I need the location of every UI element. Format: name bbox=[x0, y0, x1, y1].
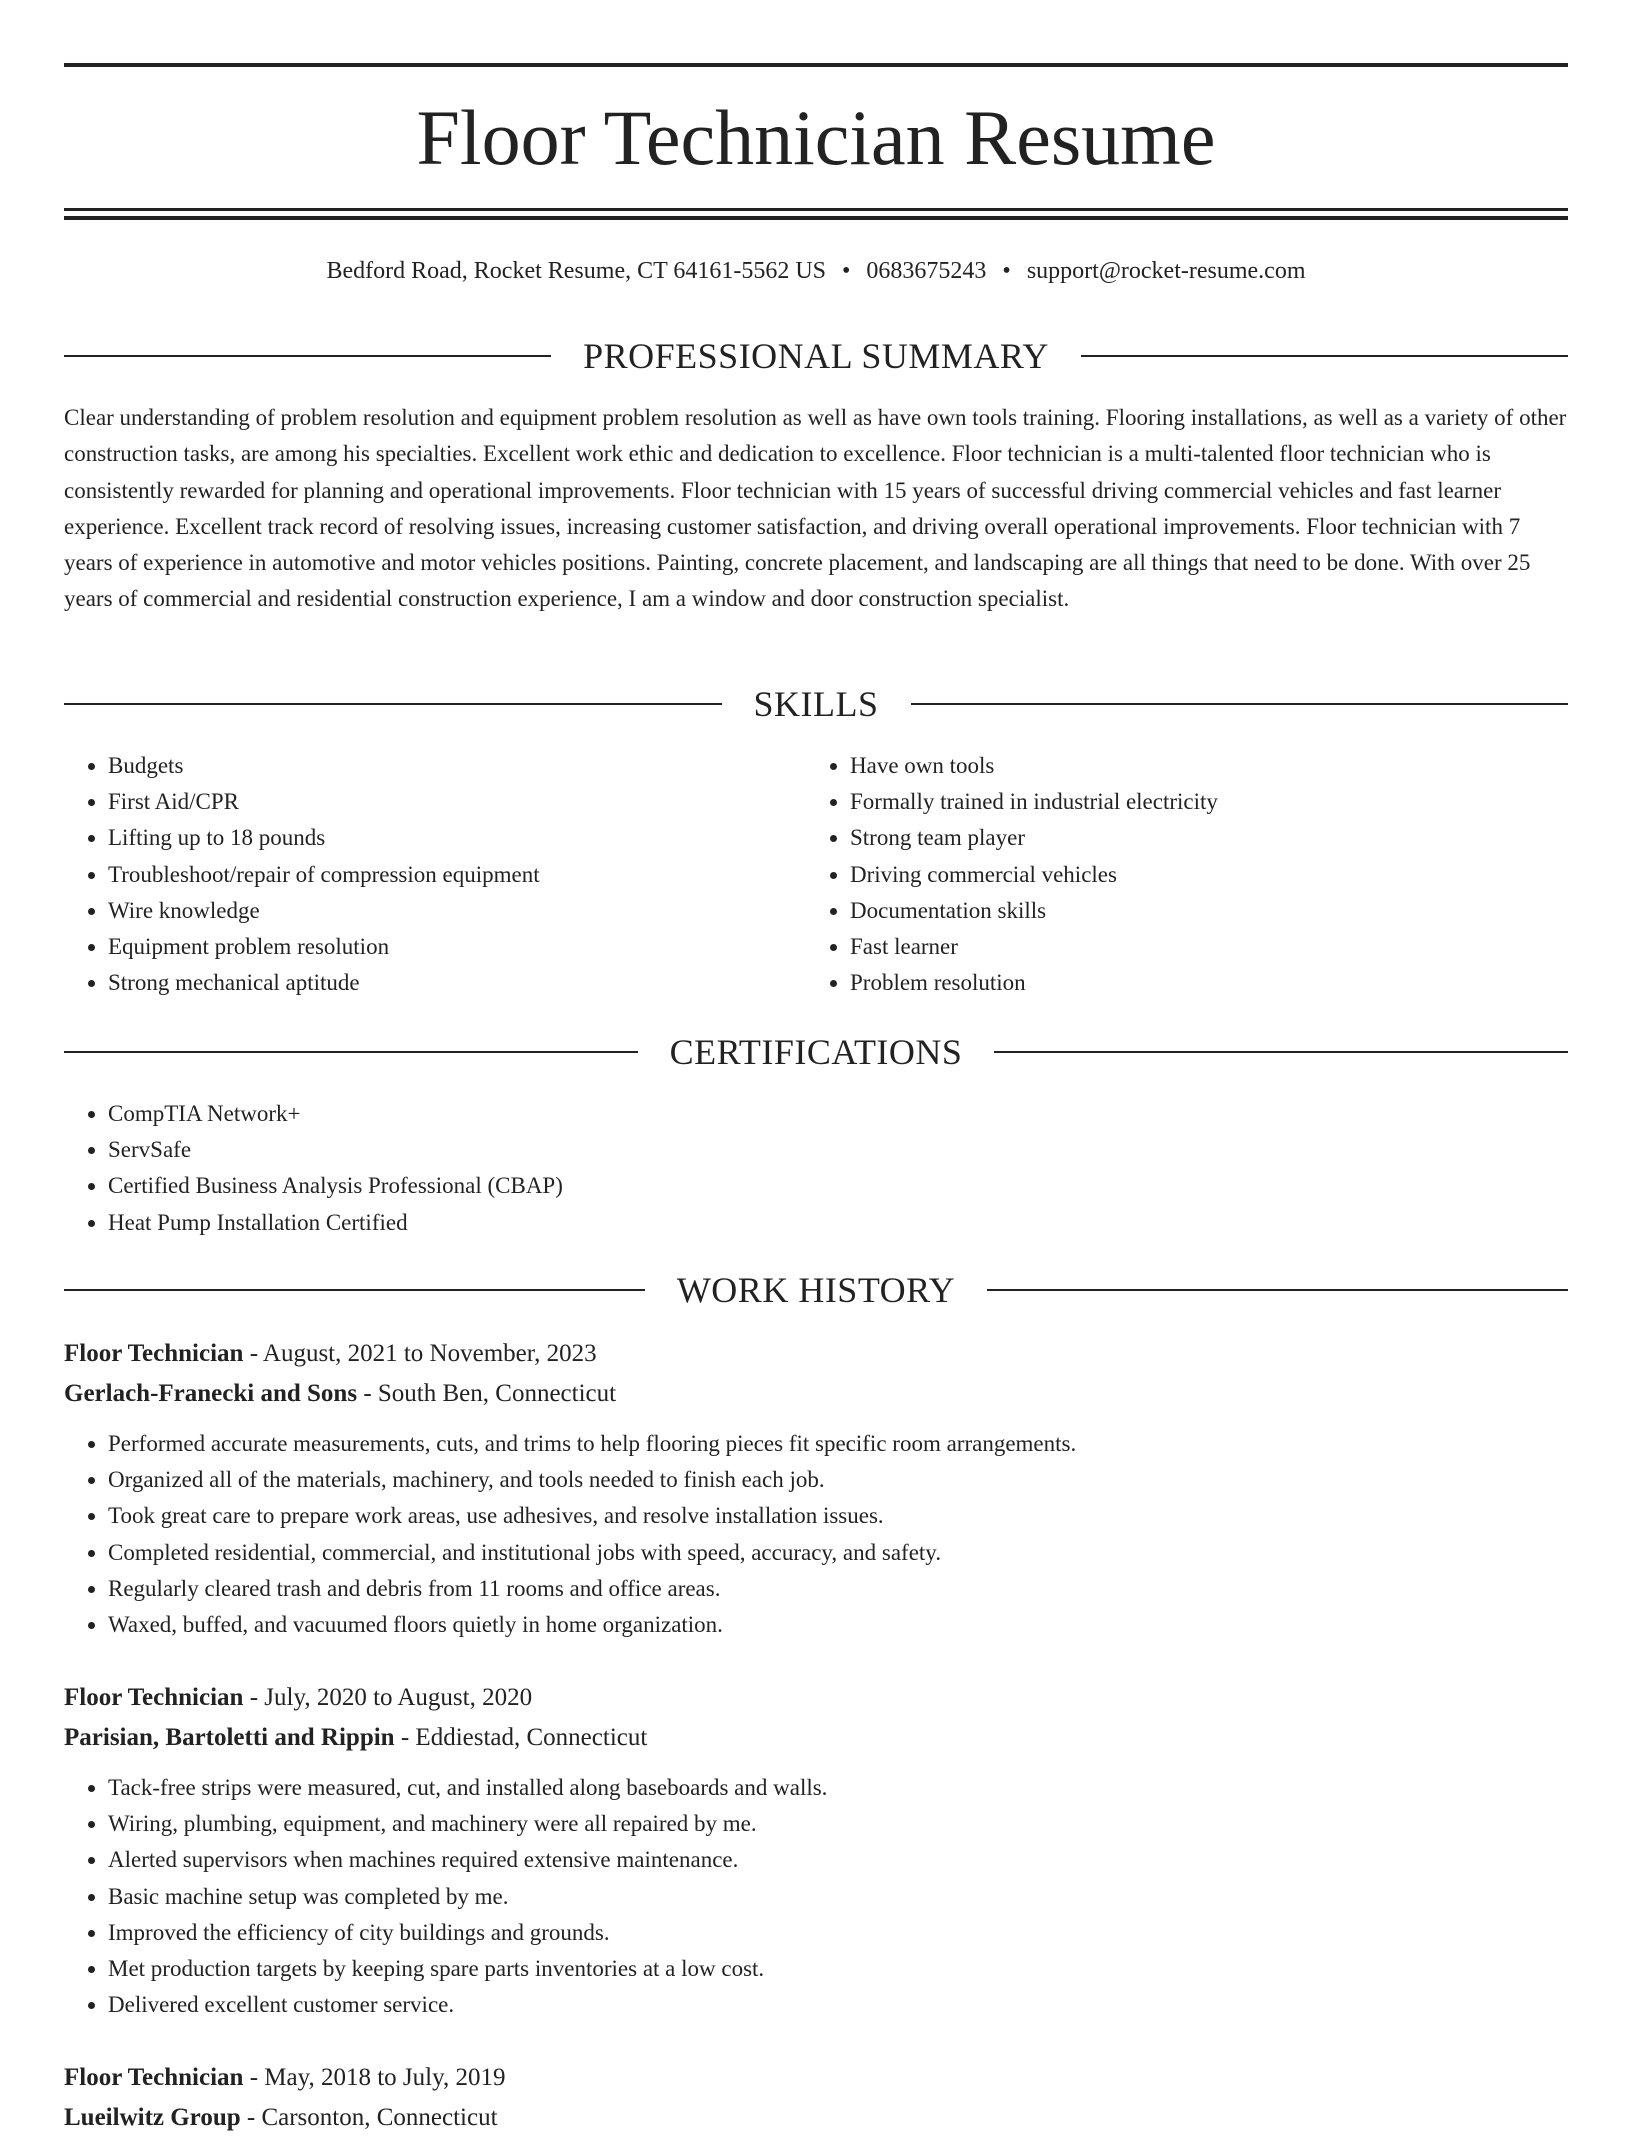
section-title-work-history: WORK HISTORY bbox=[676, 1270, 956, 1310]
contact-address: Bedford Road, Rocket Resume, CT 64161-5562 US bbox=[326, 258, 826, 284]
page-title: Floor Technician Resume bbox=[416, 94, 1216, 181]
top-rule bbox=[64, 63, 1568, 67]
job-company-line bbox=[64, 1718, 1568, 1758]
certification-item: • ServSafe bbox=[108, 1132, 1568, 1168]
job-title-line bbox=[64, 1334, 1568, 1374]
duty-item: • Delivered excellent customer service. bbox=[108, 1987, 1568, 2023]
skill-item: • Troubleshoot/repair of compression equipment bbox=[108, 857, 804, 893]
duty-item: • Basic machine setup was completed by me. bbox=[108, 1879, 1568, 1915]
skill-item: • Strong team player bbox=[850, 820, 1546, 856]
job-location: - Eddiestad, Connecticut bbox=[394, 1724, 648, 1751]
skill-item: • Fast learner bbox=[850, 929, 1546, 965]
job-company-line bbox=[64, 2098, 1568, 2138]
title-rule-lower bbox=[64, 216, 1568, 220]
divider-line bbox=[1081, 355, 1568, 357]
divider-line bbox=[64, 1051, 638, 1053]
section-title-certifications: CERTIFICATIONS bbox=[669, 1032, 963, 1072]
summary-text: Clear understanding of problem resolution and equipment problem resolution as well as have own tools training. Flooring installations, as well as a variety of other construction tasks, are among his specialties. Excellent work ethic and dedication to excellence. Floor technician is a multi-talented floor technician who is consistently rewarded for planning and operational improvements. Floor technician with 15 years of successful driving commercial vehicles and fast learner experience. Excellent track record of resolving issues, increasing customer satisfaction, and driving overall operational improvements. Floor technician with 7 years of experience in automotive and motor vehicles positions. Painting, concrete placement, and landscaping are all things that need to be done. With over 25 years of commercial and residential construction experience, I am a window and door construction specialist. bbox=[64, 405, 1567, 612]
contact-email: support@rocket-resume.com bbox=[1026, 258, 1306, 284]
job-dates: - August, 2021 to November, 2023 bbox=[243, 1340, 597, 1367]
job-company: Lueilwitz Group bbox=[64, 2104, 241, 2131]
duty-item: • Met production targets by keeping spare parts inventories at a low cost. bbox=[108, 1951, 1568, 1987]
duty-item: • Tack-free strips were measured, cut, and installed along baseboards and walls. bbox=[108, 1770, 1568, 1806]
divider-line bbox=[987, 1289, 1568, 1291]
divider-line bbox=[994, 1051, 1568, 1053]
duty-item: • Regularly cleared trash and debris from 11 rooms and office areas. bbox=[108, 1571, 1568, 1607]
duty-item: • Waxed, buffed, and vacuumed floors quietly in home organization. bbox=[108, 1607, 1568, 1643]
certification-item: • CompTIA Network+ bbox=[108, 1096, 1568, 1132]
duty-item: • Wiring, plumbing, equipment, and machinery were all repaired by me. bbox=[108, 1806, 1568, 1842]
section-title-skills: SKILLS bbox=[753, 684, 879, 724]
job-dates: - July, 2020 to August, 2020 bbox=[243, 1684, 533, 1711]
skills-column-right bbox=[806, 748, 1546, 1001]
skill-item: • Budgets bbox=[108, 748, 804, 784]
job-location: - Carsonton, Connecticut bbox=[240, 2104, 498, 2131]
certification-item: • Heat Pump Installation Certified bbox=[108, 1205, 1568, 1241]
divider-line bbox=[64, 1289, 645, 1291]
job-duties bbox=[64, 1770, 1568, 2023]
job-title: Floor Technician bbox=[64, 2064, 244, 2091]
job-duties bbox=[64, 1426, 1568, 1643]
skill-item: • Wire knowledge bbox=[108, 893, 804, 929]
contact-separator: • bbox=[1002, 258, 1011, 284]
divider-line bbox=[64, 703, 722, 705]
section-header-summary bbox=[64, 334, 1568, 378]
job-title: Floor Technician bbox=[64, 1340, 244, 1367]
skill-item: • Strong mechanical aptitude bbox=[108, 965, 804, 1001]
divider-line bbox=[64, 355, 551, 357]
job-dates: - May, 2018 to July, 2019 bbox=[243, 2064, 506, 2091]
contact-separator: • bbox=[842, 258, 851, 284]
duty-item: • Performed accurate measurements, cuts, and trims to help flooring pieces fit specific room arrangements. bbox=[108, 1426, 1568, 1462]
skill-item: • First Aid/CPR bbox=[108, 784, 804, 820]
duty-item: • Took great care to prepare work areas, use adhesives, and resolve installation issues. bbox=[108, 1498, 1568, 1534]
skill-item: • Problem resolution bbox=[850, 965, 1546, 1001]
duty-item: • Completed residential, commercial, and institutional jobs with speed, accuracy, and safety. bbox=[108, 1535, 1568, 1571]
skill-item: • Formally trained in industrial electricity bbox=[850, 784, 1546, 820]
section-title-summary: PROFESSIONAL SUMMARY bbox=[583, 336, 1049, 376]
divider-line bbox=[911, 703, 1569, 705]
title-rule-upper bbox=[64, 208, 1568, 211]
job-title: Floor Technician bbox=[64, 1684, 244, 1711]
section-header-skills bbox=[64, 682, 1568, 726]
duty-item: • Alerted supervisors when machines required extensive maintenance. bbox=[108, 1842, 1568, 1878]
job-company: Parisian, Bartoletti and Rippin bbox=[64, 1724, 395, 1751]
contact-line bbox=[64, 254, 1568, 288]
duty-item: • Organized all of the materials, machinery, and tools needed to finish each job. bbox=[108, 1462, 1568, 1498]
skill-item: • Driving commercial vehicles bbox=[850, 857, 1546, 893]
contact-phone: 0683675243 bbox=[866, 258, 987, 284]
job-entry bbox=[64, 1334, 1568, 1643]
skills-column-left bbox=[64, 748, 804, 1001]
certifications-list bbox=[64, 1096, 1568, 1241]
section-header-certifications bbox=[64, 1030, 1568, 1074]
skill-item: • Documentation skills bbox=[850, 893, 1546, 929]
skill-item: • Equipment problem resolution bbox=[108, 929, 804, 965]
job-title-line bbox=[64, 2058, 1568, 2098]
certification-item: • Certified Business Analysis Professional (CBAP) bbox=[108, 1168, 1568, 1204]
job-entry bbox=[64, 2058, 1568, 2138]
job-title-line bbox=[64, 1678, 1568, 1718]
skill-item: • Lifting up to 18 pounds bbox=[108, 820, 804, 856]
job-company-line bbox=[64, 1374, 1568, 1414]
section-header-work-history bbox=[64, 1268, 1568, 1312]
job-company: Gerlach-Franecki and Sons bbox=[64, 1380, 358, 1407]
job-location: - South Ben, Connecticut bbox=[357, 1380, 617, 1407]
job-entry bbox=[64, 1678, 1568, 2023]
duty-item: • Improved the efficiency of city buildings and grounds. bbox=[108, 1915, 1568, 1951]
skill-item: • Have own tools bbox=[850, 748, 1546, 784]
